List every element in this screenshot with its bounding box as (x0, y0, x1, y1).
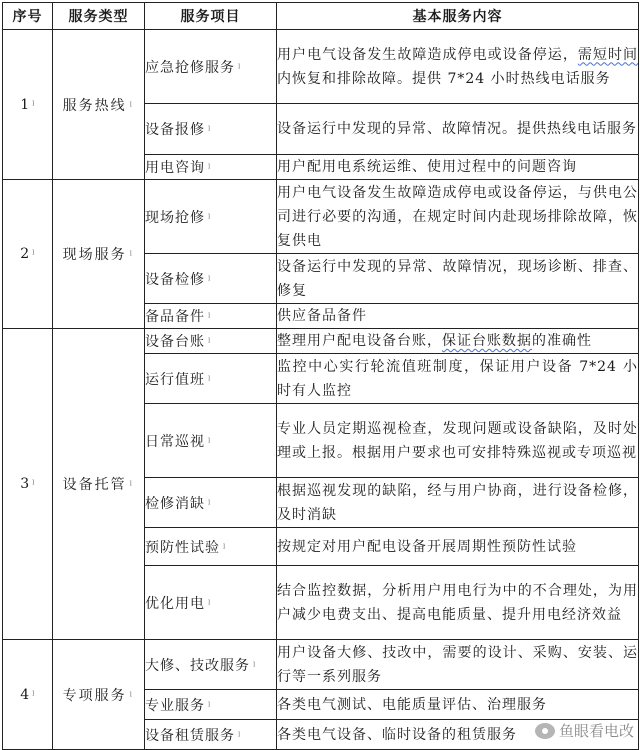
content-cell: 整理用户配电设备台账，保证台账数据的准确性 (277, 329, 639, 354)
content-cell: 专业人员定期巡视检查，发现问题或设备缺陷，及时处理或上报。根据用户要求也可安排特殊巡视或专项巡视 (277, 404, 639, 478)
item-cell: 日常巡视 ˡ (145, 404, 277, 478)
content-cell: 按规定对用户配电设备开展周期性预防性试验 (277, 528, 639, 566)
content-cell: 用户电气设备发生故障造成停电或设备停运，需短时间内恢复和排除故障。提供 7*24 小时热线电话服务 (277, 30, 639, 104)
item-cell: 检修消缺 ˡ (145, 478, 277, 528)
group-2-type: 现场服务 ˡ (53, 180, 145, 329)
group-3-no: 3 ˡ (3, 329, 53, 640)
content-cell: 结合监控数据，分析用户用电行为中的不合理处，为用户减少电费支出、提高电能质量、提升用电经济效益 (277, 566, 639, 640)
wechat-logo-icon (535, 723, 555, 739)
content-cell: 各类电气设备、临时设备的租赁服务 (277, 720, 639, 750)
content-cell: 用户配用电系统运维、使用过程中的问题咨询 (277, 155, 639, 180)
item-cell: 应急抢修服务 ˡ (145, 30, 277, 104)
header-content: 基本服务内容 (277, 3, 639, 30)
item-cell: 优化用电 ˡ (145, 566, 277, 640)
item-cell: 预防性试验 ˡ (145, 528, 277, 566)
header-no: 序号 (3, 3, 53, 30)
table-row (3, 180, 639, 254)
service-table (2, 2, 639, 750)
content-cell: 各类电气测试、电能质量评估、治理服务 (277, 690, 639, 720)
item-cell: 设备报修 ˡ (145, 104, 277, 155)
item-cell: 用电咨询 ˡ (145, 155, 277, 180)
content-cell: 监控中心实行轮流值班制度，保证用户设备 7*24 小时有人监控 (277, 354, 639, 404)
spellcheck-underline: 保证台账数据 (442, 333, 532, 349)
header-item: 服务项目 (145, 3, 277, 30)
item-cell: 大修、技改服务 ˡ (145, 640, 277, 690)
header-row (3, 3, 639, 30)
item-cell: 设备台账 ˡ (145, 329, 277, 354)
content-cell: 设备运行中发现的异常、故障情况，现场诊断、排查、修复 (277, 254, 639, 304)
content-cell: 用户设备大修、技改中，需要的设计、采购、安装、运行等一系列服务 (277, 640, 639, 690)
item-cell: 运行值班 ˡ (145, 354, 277, 404)
item-cell: 专业服务 ˡ (145, 690, 277, 720)
watermark-text: 鱼眼看电改 (558, 722, 634, 740)
group-4-no: 4 ˡ (3, 640, 53, 750)
content-cell: 设备运行中发现的异常、故障情况。提供热线电话服务 (277, 104, 639, 155)
watermark (535, 720, 634, 741)
header-type: 服务类型 (53, 3, 145, 30)
content-cell: 根据巡视发现的缺陷，经与用户协商，进行设备检修，及时消缺 (277, 478, 639, 528)
group-3-type: 设备托管 ˡ (53, 329, 145, 640)
group-1-no: 1 ˡ (3, 30, 53, 180)
content-cell: 供应备品备件 (277, 304, 639, 329)
item-cell: 设备检修 ˡ (145, 254, 277, 304)
item-cell: 备品备件 ˡ (145, 304, 277, 329)
content-cell: 用户电气设备发生故障造成停电或设备停运，与供电公司进行必要的沟通，在规定时间内赴现场排除故障，恢复供电 (277, 180, 639, 254)
spellcheck-underline: 需短时间 (577, 46, 639, 63)
table-row (3, 329, 639, 354)
item-cell: 设备租赁服务 ˡ (145, 720, 277, 750)
group-1-type: 服务热线 ˡ (53, 30, 145, 180)
table-row (3, 640, 639, 690)
table-row (3, 30, 639, 104)
item-cell: 现场抢修 ˡ (145, 180, 277, 254)
group-4-type: 专项服务 ˡ (53, 640, 145, 750)
group-2-no: 2 ˡ (3, 180, 53, 329)
